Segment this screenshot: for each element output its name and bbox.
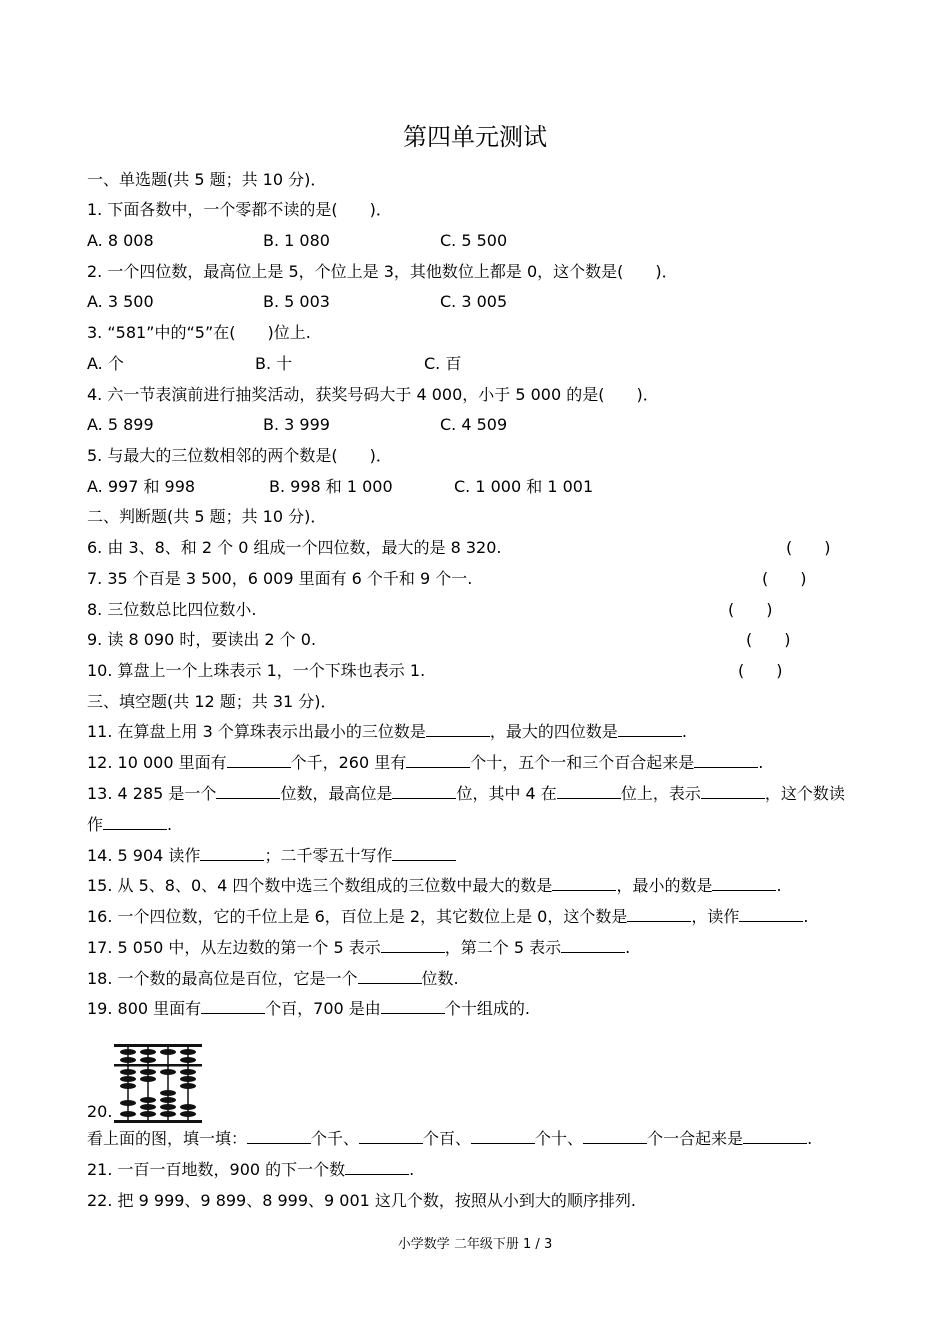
- q11-text-1: 11. 在算盘上用 3 个算珠表示出最小的三位数是: [87, 722, 426, 741]
- question-13-line-2: [87, 815, 172, 835]
- q11-text-3: .: [681, 722, 687, 741]
- question-2-option-a: A. 3 500: [87, 292, 154, 311]
- q12-text-2: 个千，260 里有: [290, 753, 407, 772]
- answer-blank[interactable]: [743, 1129, 807, 1144]
- answer-blank[interactable]: [381, 938, 445, 953]
- question-4-stem: 4. 六一节表演前进行抽奖活动，获奖号码大于 4 000，小于 5 000 的是( )．: [87, 385, 659, 404]
- question-16: [87, 907, 808, 927]
- answer-blank[interactable]: [392, 784, 456, 799]
- answer-blank[interactable]: [426, 722, 490, 737]
- answer-blank[interactable]: [103, 815, 167, 830]
- q13-text-2: 位数，最高位是: [280, 784, 393, 803]
- q18-text-1: 18. 一个数的最高位是百位，它是一个: [87, 969, 358, 988]
- section-heading-single-choice: 一、单选题(共 5 题；共 10 分)．: [87, 170, 327, 189]
- q12-text-1: 12. 10 000 里面有: [87, 753, 227, 772]
- question-5-stem: 5. 与最大的三位数相邻的两个数是( )．: [87, 446, 392, 465]
- q19-text-1: 19. 800 里面有: [87, 999, 202, 1018]
- question-2-option-b: B. 5 003: [263, 292, 330, 311]
- answer-blank[interactable]: [358, 969, 422, 984]
- q11-text-2: ，最大的四位数是: [489, 722, 618, 741]
- question-4-option-b: B. 3 999: [263, 415, 330, 434]
- answer-blank[interactable]: [359, 1129, 423, 1144]
- q13-text-6: 作: [87, 815, 104, 834]
- q20-text-2: 个千、: [311, 1129, 360, 1148]
- q20-text-5: 个一合起来是: [647, 1129, 744, 1148]
- q20-text-3: 个百、: [423, 1129, 472, 1148]
- question-9-answer-paren[interactable]: ( ): [746, 630, 791, 649]
- q13-text-3: 位，其中 4 在: [456, 784, 557, 803]
- answer-blank[interactable]: [227, 753, 291, 768]
- question-2-option-c: C. 3 005: [440, 292, 508, 311]
- question-1-stem: 1. 下面各数中，一个零都不读的是( )．: [87, 200, 392, 219]
- section-heading-fill-blank: 三、填空题(共 12 题；共 31 分)．: [87, 692, 337, 711]
- question-10-text: 10. 算盘上一个上珠表示 1，一个下珠也表示 1.: [87, 661, 426, 680]
- q19-text-3: 个十组成的.: [444, 999, 530, 1018]
- q14-text-1: 14. 5 904 读作: [87, 846, 201, 865]
- q17-text-1: 17. 5 050 中，从左边数的第一个 5 表示: [87, 938, 381, 957]
- q20-text-1: 看上面的图，填一填：: [87, 1129, 248, 1148]
- question-1-option-c: C. 5 500: [440, 231, 508, 250]
- answer-blank[interactable]: [618, 722, 682, 737]
- question-21: [87, 1160, 414, 1180]
- answer-blank[interactable]: [701, 784, 765, 799]
- question-11: [87, 722, 687, 742]
- answer-blank[interactable]: [200, 846, 264, 861]
- question-14: [87, 846, 456, 866]
- q13-text-1: 13. 4 285 是一个: [87, 784, 217, 803]
- answer-blank[interactable]: [216, 784, 280, 799]
- question-20-number: 20.: [87, 1102, 113, 1121]
- answer-blank[interactable]: [627, 907, 691, 922]
- question-20: [87, 1129, 812, 1149]
- q17-text-2: ，第二个 5 表示: [444, 938, 562, 957]
- answer-blank[interactable]: [694, 753, 758, 768]
- q20-text-6: .: [807, 1129, 813, 1148]
- question-8-answer-paren[interactable]: ( ): [728, 600, 773, 619]
- answer-blank[interactable]: [561, 938, 625, 953]
- question-3-option-b: B. 十: [255, 354, 293, 373]
- q21-text-1: 21. 一百一百地数，900 的下一个数: [87, 1160, 346, 1179]
- q16-text-2: ，读作: [691, 907, 740, 926]
- q13-text-5: ，这个数读: [764, 784, 845, 803]
- question-10-answer-paren[interactable]: ( ): [738, 661, 783, 680]
- q15-text-3: .: [776, 876, 782, 895]
- q12-text-4: .: [758, 753, 764, 772]
- q20-text-4: 个十、: [535, 1129, 584, 1148]
- q14-text-2: ；二千零五十写作: [264, 846, 393, 865]
- question-3-option-c: C. 百: [424, 354, 462, 373]
- question-7-text: 7. 35 个百是 3 500，6 009 里面有 6 个千和 9 个一.: [87, 569, 473, 588]
- question-3-option-a: A. 个: [87, 354, 124, 373]
- question-3-stem: 3. “581”中的“5”在( )位上.: [87, 323, 311, 342]
- question-1-option-b: B. 1 080: [263, 231, 330, 250]
- answer-blank[interactable]: [557, 784, 621, 799]
- answer-blank[interactable]: [712, 876, 776, 891]
- q15-text-1: 15. 从 5、8、0、4 四个数中选三个数组成的三位数中最大的数是: [87, 876, 553, 895]
- q13-text-7: .: [167, 815, 173, 834]
- question-1-option-a: A. 8 008: [87, 231, 154, 250]
- question-13-line-1: [87, 784, 845, 804]
- answer-blank[interactable]: [247, 1129, 311, 1144]
- question-5-option-c: C. 1 000 和 1 001: [454, 477, 594, 496]
- answer-blank[interactable]: [471, 1129, 535, 1144]
- question-6-answer-paren[interactable]: ( ): [786, 538, 831, 557]
- question-18: [87, 969, 459, 989]
- question-12: [87, 753, 763, 773]
- page-title: 第四单元测试: [403, 123, 547, 151]
- question-7-answer-paren[interactable]: ( ): [762, 569, 807, 588]
- answer-blank[interactable]: [381, 999, 445, 1014]
- q17-text-3: .: [625, 938, 631, 957]
- question-19: [87, 999, 530, 1019]
- question-9-text: 9. 读 8 090 时，要读出 2 个 0.: [87, 630, 317, 649]
- question-5-option-b: B. 998 和 1 000: [269, 477, 393, 496]
- page-footer: 小学数学 二年级下册 1 / 3: [397, 1237, 553, 1252]
- question-4-option-c: C. 4 509: [440, 415, 508, 434]
- answer-blank[interactable]: [739, 907, 803, 922]
- answer-blank[interactable]: [201, 999, 265, 1014]
- q18-text-2: 位数.: [421, 969, 459, 988]
- abacus-image: [112, 1040, 206, 1128]
- q15-text-2: ，最小的数是: [616, 876, 713, 895]
- question-5-option-a: A. 997 和 998: [87, 477, 196, 496]
- q16-text-3: .: [803, 907, 809, 926]
- question-2-stem: 2. 一个四位数，最高位上是 5，个位上是 3，其他数位上都是 0，这个数是( )．: [87, 262, 678, 281]
- question-17: [87, 938, 630, 958]
- answer-blank[interactable]: [392, 846, 456, 861]
- q16-text-1: 16. 一个四位数，它的千位上是 6，百位上是 2，其它数位上是 0，这个数是: [87, 907, 628, 926]
- section-heading-true-false: 二、判断题(共 5 题；共 10 分)．: [87, 507, 327, 526]
- q13-text-4: 位上，表示: [620, 784, 701, 803]
- question-6-text: 6. 由 3、8、和 2 个 0 组成一个四位数，最大的是 8 320.: [87, 538, 502, 557]
- answer-blank[interactable]: [583, 1129, 647, 1144]
- q19-text-2: 个百，700 是由: [265, 999, 381, 1018]
- answer-blank[interactable]: [345, 1160, 409, 1175]
- q12-text-3: 个十，五个一和三个百合起来是: [470, 753, 695, 772]
- question-4-option-a: A. 5 899: [87, 415, 154, 434]
- question-15: [87, 876, 782, 896]
- question-8-text: 8. 三位数总比四位数小.: [87, 600, 257, 619]
- question-22: 22. 把 9 999、9 899、8 999、9 001 这几个数，按照从小到大的顺序排列.: [87, 1191, 637, 1210]
- q21-text-2: .: [409, 1160, 415, 1179]
- answer-blank[interactable]: [406, 753, 470, 768]
- answer-blank[interactable]: [552, 876, 616, 891]
